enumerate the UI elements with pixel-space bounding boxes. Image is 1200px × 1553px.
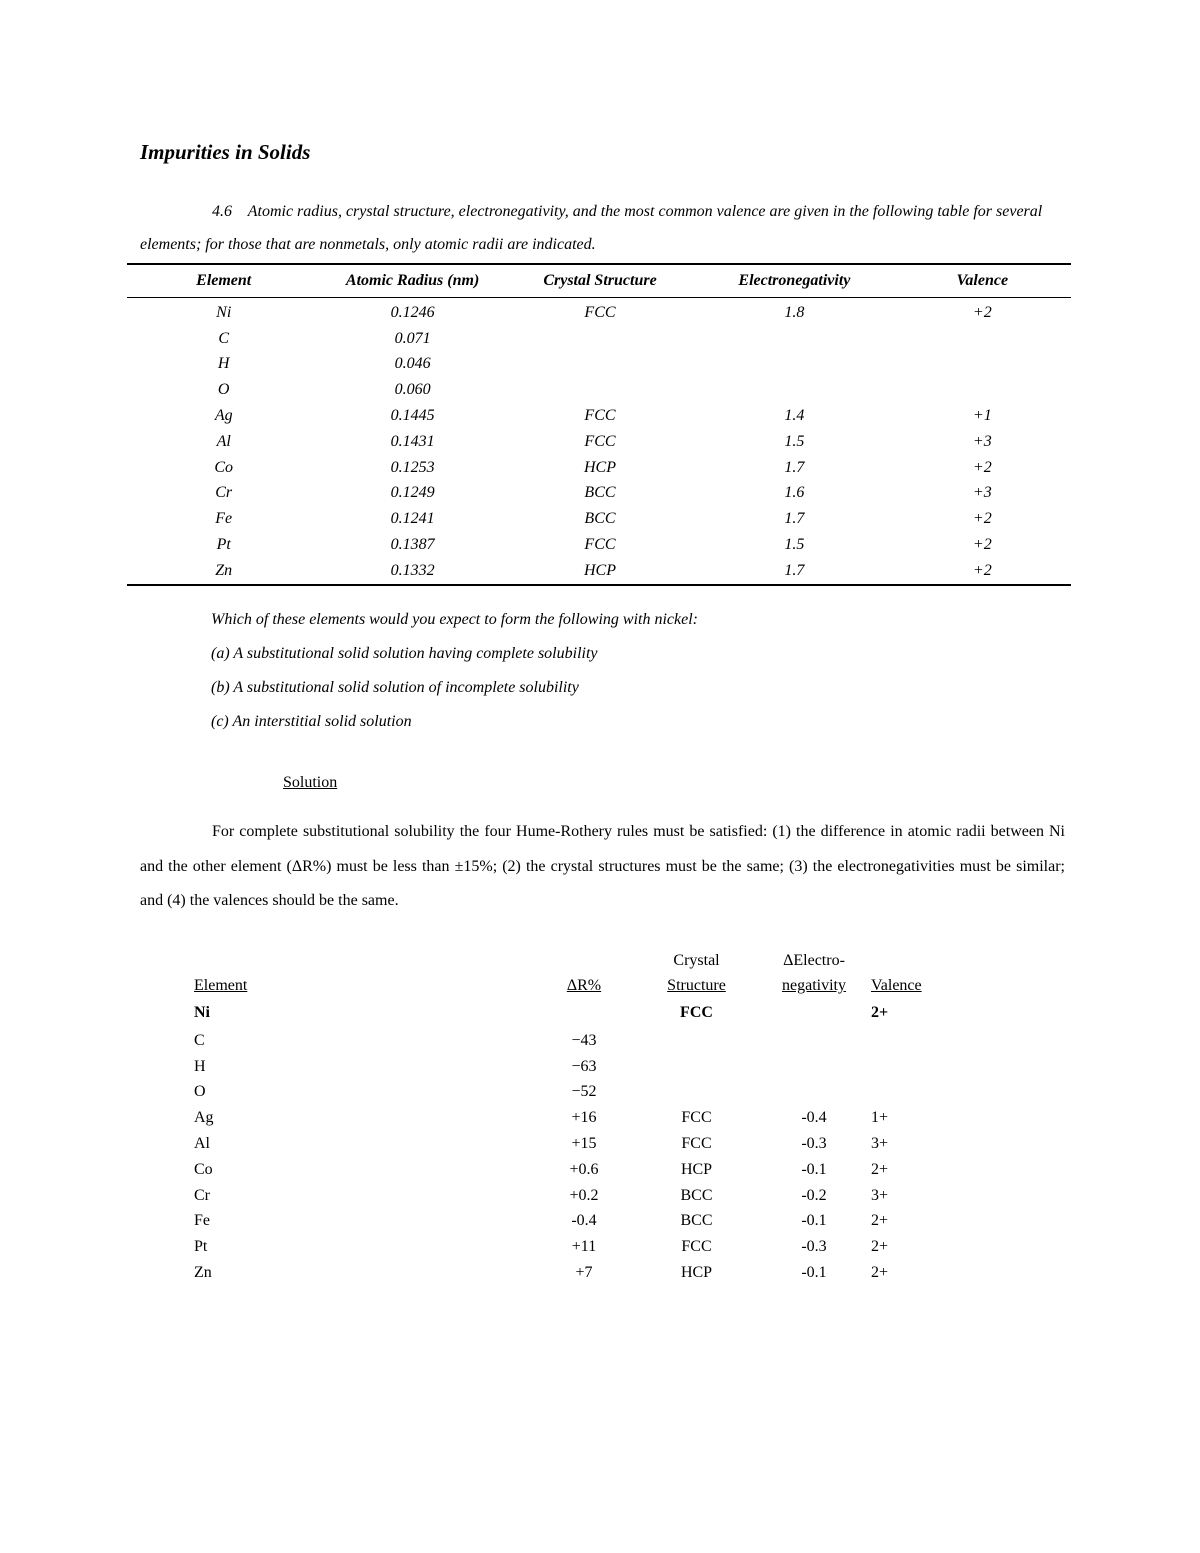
cell: Ni	[216, 303, 232, 321]
table-row	[127, 429, 1071, 455]
problem-number: 4.6	[212, 203, 232, 220]
cell: Pt	[194, 1238, 208, 1256]
solution-paragraph: For complete substitutional solubility the four Hume-Rothery rules must be satisfied: (1) the difference in atomic radii between Ni and the other element (ΔR%) must be less than ±15%; (2) the crystal structures must be the same; (3) the electronegativities must be similar; and (4) the valences should be the same.	[140, 823, 1065, 909]
cell: -0.4	[801, 1109, 827, 1127]
table-row	[194, 1028, 951, 1054]
header-atomic-radius: Atomic Radius (nm)	[320, 264, 504, 298]
cell: 0.1241	[390, 510, 435, 528]
header-element: Element	[127, 264, 320, 298]
cell: Fe	[194, 1212, 210, 1230]
cell: FCC	[681, 1135, 712, 1153]
cell: Cr	[215, 484, 233, 502]
cell: 1.7	[695, 558, 893, 585]
cell	[894, 377, 1071, 403]
element-properties-table	[127, 263, 1071, 586]
cell: 0.1249	[390, 484, 435, 502]
cell	[505, 377, 695, 403]
cell: +2	[972, 510, 992, 528]
cell: −43	[571, 1031, 597, 1049]
cell: -0.1	[801, 1212, 827, 1230]
question-part-a: (a) A substitutional solid solution having complete solubility	[211, 645, 598, 662]
cell: 1.5	[784, 536, 805, 554]
cell: -0.1	[801, 1264, 827, 1282]
cell: HCP	[583, 458, 616, 476]
cell: Zn	[127, 558, 320, 585]
cell: FCC	[584, 407, 616, 425]
problem-text: Atomic radius, crystal structure, electronegativity, and the most common valence are given in the following table for several elements; for those that are nonmetals, only atomic radii are indicated.	[140, 203, 1043, 253]
table-row	[127, 506, 1071, 532]
header-element: Element	[194, 977, 248, 994]
cell: +2	[972, 303, 992, 321]
cell: −52	[571, 1083, 597, 1101]
cell: Ni	[194, 1004, 210, 1021]
cell	[869, 1054, 951, 1080]
cell: FCC	[681, 1238, 712, 1256]
question-part-b: (b) A substitutional solid solution of incomplete solubility	[211, 679, 579, 696]
cell: -0.3	[801, 1238, 827, 1256]
cell	[894, 352, 1071, 378]
cell	[759, 1080, 869, 1106]
cell: +0.6	[569, 1160, 599, 1178]
cell: 0.1431	[390, 432, 435, 450]
cell	[634, 1054, 759, 1080]
table-row	[127, 326, 1071, 352]
question-block	[211, 603, 698, 739]
solution-heading: Solution	[283, 774, 338, 791]
table-row	[194, 998, 951, 1028]
cell: O	[217, 381, 230, 399]
cell: FCC	[680, 1004, 713, 1021]
cell: 1.4	[784, 407, 805, 425]
cell	[869, 1080, 951, 1106]
cell: 0.1246	[390, 303, 435, 321]
cell: C	[194, 1031, 205, 1049]
header-delta-r: ΔR%	[566, 977, 602, 994]
page-title: Impurities in Solids	[140, 140, 311, 164]
question-prompt: Which of these elements would you expect to form the following with nickel:	[211, 611, 698, 628]
cell: FCC	[681, 1109, 712, 1127]
cell: FCC	[584, 432, 616, 450]
cell	[505, 352, 695, 378]
header-crystal-structure: Crystal Structure	[505, 264, 695, 298]
cell: 0.1387	[390, 536, 435, 554]
header-valence: Valence	[871, 977, 922, 994]
cell: 3+	[871, 1135, 889, 1153]
cell: +11	[571, 1238, 597, 1256]
cell: FCC	[584, 536, 616, 554]
cell	[869, 1028, 951, 1054]
cell: 2+	[871, 1212, 889, 1230]
table-row	[194, 1260, 951, 1286]
cell: -0.4	[571, 1212, 597, 1230]
cell: 1.8	[784, 303, 805, 321]
cell	[695, 377, 893, 403]
cell: -0.2	[801, 1186, 827, 1204]
cell: -0.1	[801, 1160, 827, 1178]
table-row	[127, 558, 1071, 585]
table-row	[194, 1105, 951, 1131]
cell: Zn	[194, 1264, 212, 1282]
cell	[695, 352, 893, 378]
cell	[894, 326, 1071, 352]
table-row	[127, 298, 1071, 326]
header-electronegativity: Electronegativity	[695, 264, 893, 298]
cell: HCP	[680, 1160, 713, 1178]
cell: 0.1332	[320, 558, 504, 585]
cell: BCC	[680, 1212, 713, 1230]
cell: -0.3	[801, 1135, 827, 1153]
cell: BCC	[680, 1186, 713, 1204]
cell: 0.046	[394, 355, 431, 373]
cell: Al	[194, 1135, 210, 1153]
cell: Co	[214, 458, 234, 476]
cell: Ag	[214, 407, 233, 425]
cell	[634, 1080, 759, 1106]
question-part-c: (c) An interstitial solid solution	[211, 713, 412, 730]
cell	[505, 326, 695, 352]
cell: +3	[972, 484, 992, 502]
table-row	[127, 377, 1071, 403]
table-row	[194, 1183, 951, 1209]
cell: Pt	[216, 536, 231, 554]
cell: +0.2	[569, 1186, 599, 1204]
cell: 1+	[871, 1109, 889, 1127]
table-row	[127, 352, 1071, 378]
cell: 2+	[871, 1160, 889, 1178]
comparison-table	[194, 945, 951, 1286]
cell: Al	[216, 432, 231, 450]
cell: H	[217, 355, 230, 373]
cell: −63	[571, 1057, 597, 1075]
table-row	[127, 455, 1071, 481]
problem-statement	[140, 195, 1070, 261]
cell: Ag	[194, 1109, 214, 1127]
table-row	[127, 403, 1071, 429]
cell: +2	[972, 536, 992, 554]
table-row	[194, 1080, 951, 1106]
cell: O	[194, 1083, 206, 1101]
cell	[534, 998, 634, 1028]
table-header-row	[127, 264, 1071, 298]
cell: +7	[575, 1264, 593, 1282]
cell: 2+	[871, 1238, 889, 1256]
header-crystal-structure: Crystal Structure	[667, 952, 726, 994]
cell: C	[218, 329, 230, 347]
cell: FCC	[584, 303, 616, 321]
cell: 2+	[871, 1004, 889, 1021]
cell	[759, 998, 869, 1028]
cell: BCC	[584, 484, 616, 502]
cell: HCP	[505, 558, 695, 585]
table-row	[127, 532, 1071, 558]
cell	[634, 1028, 759, 1054]
cell: +3	[972, 432, 992, 450]
cell: 0.071	[394, 329, 431, 347]
cell: +15	[571, 1135, 597, 1153]
cell: 1.6	[784, 484, 805, 502]
solution-text	[140, 815, 1065, 919]
cell: BCC	[584, 510, 616, 528]
cell: HCP	[680, 1264, 713, 1282]
cell: +16	[571, 1109, 597, 1127]
cell: 0.1253	[390, 458, 435, 476]
cell	[759, 1054, 869, 1080]
header-valence: Valence	[894, 264, 1071, 298]
table-row	[194, 1209, 951, 1235]
table-row	[194, 1157, 951, 1183]
cell: Co	[194, 1160, 213, 1178]
cell: Cr	[194, 1186, 210, 1204]
header-delta-electronegativity: ΔElectro- negativity	[782, 952, 846, 994]
cell	[695, 326, 893, 352]
cell: 0.1445	[390, 407, 435, 425]
table-header-row	[194, 945, 951, 998]
cell: +1	[972, 407, 992, 425]
table-row	[127, 481, 1071, 507]
cell: 1.7	[784, 510, 805, 528]
cell: 0.060	[394, 381, 431, 399]
cell: 3+	[871, 1186, 889, 1204]
table-row	[194, 1054, 951, 1080]
cell: 2+	[871, 1264, 889, 1282]
cell: H	[194, 1057, 206, 1075]
cell: +2	[894, 558, 1071, 585]
cell: 1.5	[784, 432, 805, 450]
cell	[759, 1028, 869, 1054]
cell: Fe	[215, 510, 233, 528]
cell: +2	[972, 458, 992, 476]
table-row	[194, 1131, 951, 1157]
cell: 1.7	[784, 458, 805, 476]
table-row	[194, 1234, 951, 1260]
